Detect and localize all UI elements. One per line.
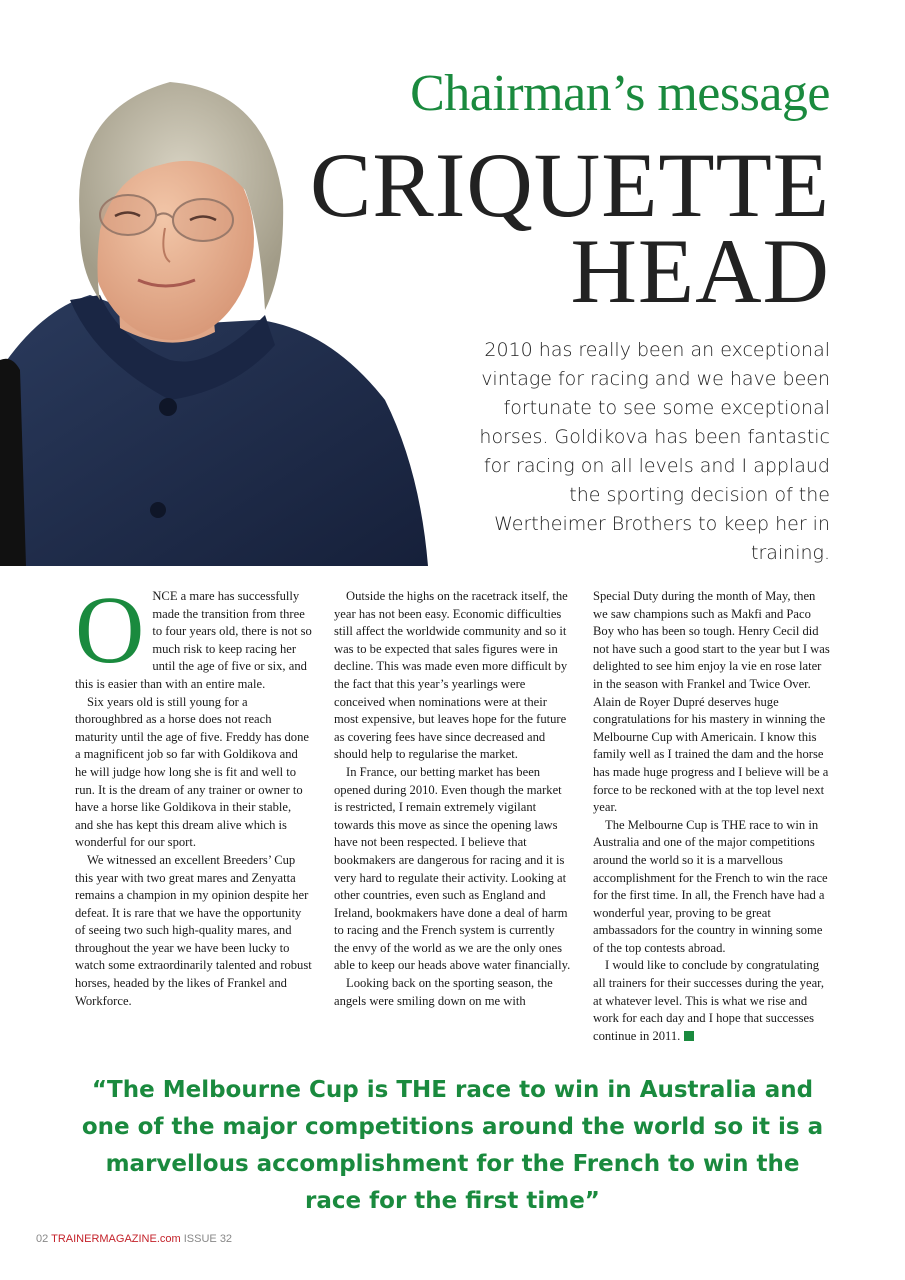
paragraph: In France, our betting market has been opened during 2010. Even though the market is restricted, I remain extremely vigilant towards this move as since the opening laws have not been respected. I believe that bookmakers are dangerous for racing and it is very hard to regulate their activity. Looking at other countries, even such as England and Ireland, bookmakers have done a deal of harm to racing and the French system is currently the envy of the world as we are the only ones able to keep our heads above water financially. [334, 764, 571, 973]
magazine-name: TRAINERMAGAZINE [51, 1233, 157, 1245]
paragraph: The Melbourne Cup is THE race to win in Australia and one of the major competitions around the world so it is a marvellous accomplishment for the French to win the race for the first time. In all, the French have had a wonderful year, proving to be great ambassadors for the country in winning some of the top contests abroad. [593, 817, 828, 955]
paragraph: I would like to conclude by congratulating all trainers for their successes during the year, at whatever level. This is what we rise and work for each day and I hope that successes continue in 2011. [593, 958, 824, 1043]
end-mark-icon [684, 1031, 694, 1041]
issue-number: ISSUE 32 [183, 1233, 233, 1245]
paragraph: Outside the highs on the racetrack itself, the year has not been easy. Economic difficulties still affect the worldwide community and so it was to be expected that sales figures were in decline. This was made even more difficult by the fact that this year’s yearlings were conceived when nominations were at their most expensive, but leaves hope for the future as covering fees have since decreased and should help to regularise the market. [334, 589, 568, 762]
magazine-domain: .com [156, 1233, 181, 1245]
title-line-2: HEAD [570, 220, 830, 322]
paragraph: We witnessed an excellent Breeders’ Cup this year with two great mares and Zenyatta remains a champion in my opinion despite her defeat. It is rare that we have the opportunity of seeing two such high-quality mares, and throughout the year we have been lucky to watch some extraordinarily talented and robust horses, headed by the likes of Frankel and Workforce. [75, 852, 312, 1008]
title-line-1: CRIQUETTE [309, 134, 830, 236]
paragraph: Six years old is still young for a thoroughbred as a horse does not reach maturity until the age of five. Freddy has done a magnificent job so far with Goldikova and he will judge how long she is fit and well to run. It is the dream of any trainer or owner to have a horse like Goldikova in their stable, and she has kept this dream alive which is wonderful for our sport. [75, 694, 309, 850]
paragraph: ONCE a mare has successfully made the transition from three to four years old, there is not so much risk to keep racing her until the age of five or six, and this is easier than with an entire male. [75, 576, 312, 691]
article-column-2 [334, 588, 571, 1045]
drop-cap: O [75, 576, 145, 683]
section-kicker: Chairman’s message [410, 65, 830, 122]
intro-standfirst: 2010 has really been an exceptional vintage for racing and we have been fortunate to see some exceptional horses. Goldikova has been fantastic for racing on all levels and I applaud the sporting decision of the Wertheimer Brothers to keep her in training. [479, 339, 830, 564]
page-footer [36, 1233, 232, 1245]
pull-quote: “The Melbourne Cup is THE race to win in Australia and one of the major competitions around the world so it is a marvellous accomplishment for the French to win the race for the first time” [81, 1077, 824, 1214]
article-column-3 [593, 588, 830, 1045]
page-number: 02 [36, 1233, 49, 1245]
article-body [75, 576, 830, 1045]
article-title [309, 134, 830, 322]
paragraph: Special Duty during the month of May, then we saw champions such as Makfi and Paco Boy who has been so tough. Henry Cecil did not have such a good start to the year but I was delighted to see him enjoy la vie en rose later in the season with Frankel and Twice Over. Alain de Royer Dupré deserves huge congratulations for his mastery in winning the Melbourne Cup with Americain. I know this family well as I trained the dam and the horse has made huge progress and I believe will be a force to be reckoned with at the top level next year. [593, 589, 830, 815]
paragraph: Looking back on the sporting season, the angels were smiling down on me with [334, 976, 553, 1008]
article-column-1 [75, 576, 312, 1045]
